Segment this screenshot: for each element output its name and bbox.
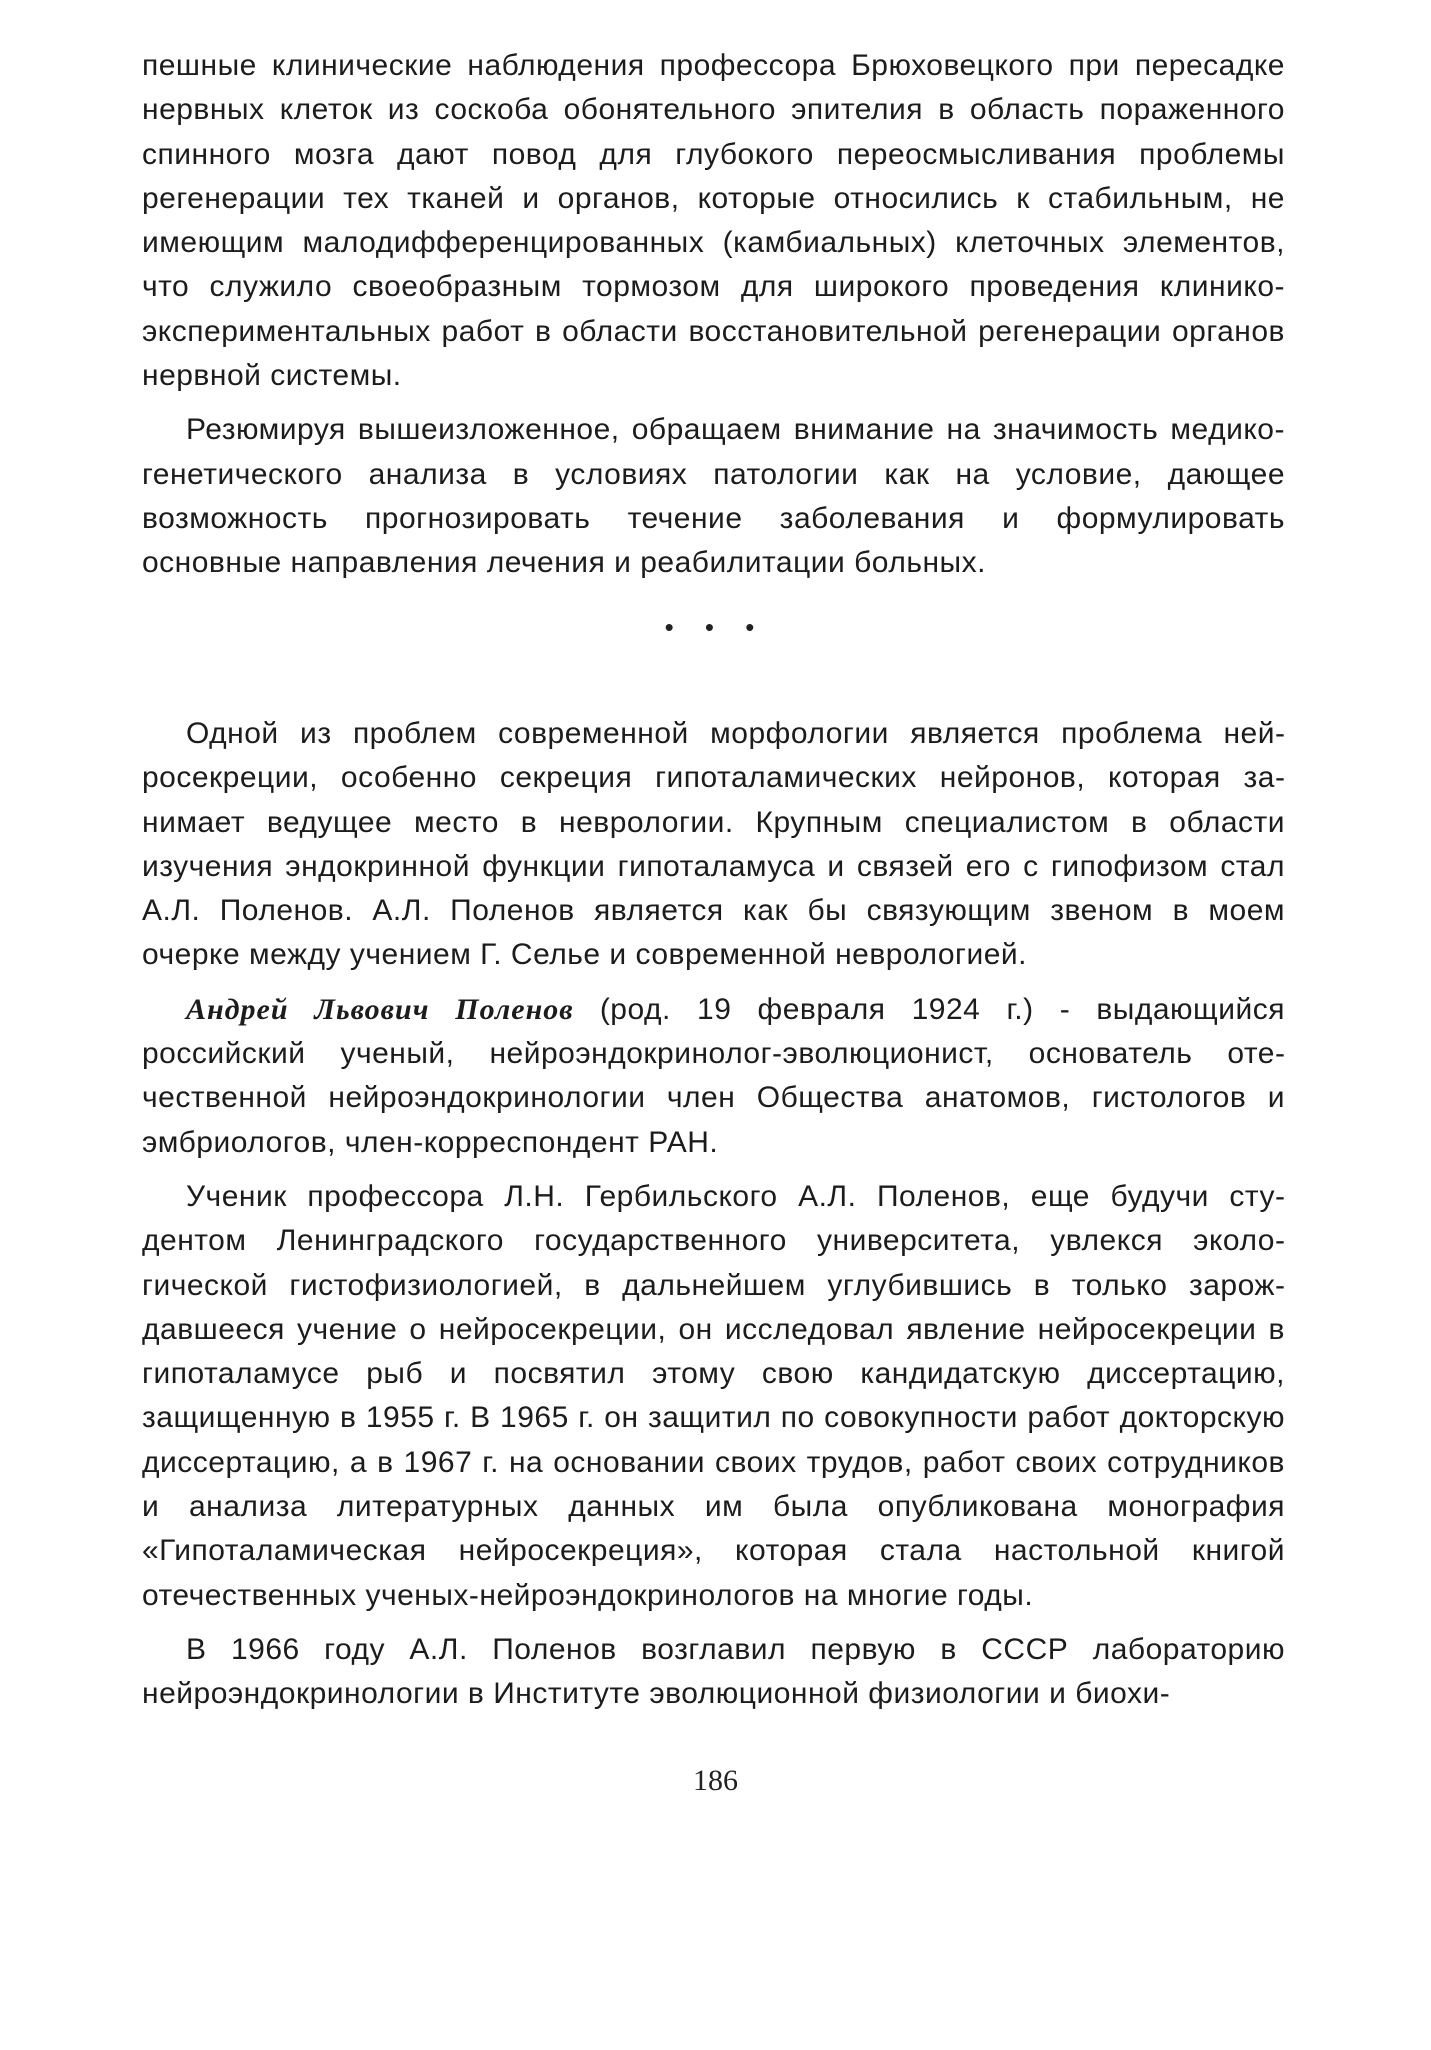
- page-number: 186: [693, 1764, 738, 1797]
- paragraph-regeneration: пешные клинические наблюдения профессора Брюховецкого при пересадке нервных клеток из соскоба обонятельного эпителия в область пораженного спинного мозга дают повод для глубокого переосмысливания проблемы регенерации тех тканей и органов, которые относились к стабильным, не имеющим малодифференцированных (камбиальных) клеточных элементов, что служило своеобразным тормозом для широкого проведения клинико-экспериментальных работ в области восстановительной регенерации органов нервной системы.: [142, 49, 1285, 393]
- bottom-text-section: [142, 712, 1285, 1717]
- paragraph-career: Ученик профессора Л.Н. Гербильского А.Л. Поленов, еще будучи студентом Ленинградского государственного университета, увлекся экологической гистофизиологией, в дальнейшем углубившись в только зарождавшееся учение о нейросекреции, он исследовал явление нейросекреции в гипоталамусе рыб и посвятил этому свою кандидатскую диссертацию, защищенную в 1955 г. В 1965 г. он защитил по совокупности работ докторскую диссертацию, а в 1967 г. на основании своих трудов, работ своих сотрудников и анализа литературных данных им была опубликована монография «Гипоталамическая нейросекреция», которая стала настольной книгой отечественных ученых-нейроэндокринологов на многие годы.: [142, 1179, 1285, 1612]
- person-name: Андрей Львович Поленов: [186, 992, 574, 1026]
- paragraph-neurosecretion: Одной из проблем современной морфологии является проблема нейросекреции, особенно секреция гипоталамических нейронов, которая занимает ведущее место в неврологии. Крупным специалистом в области изучения эндокринной функции гипоталамуса и связей его с гипофизом стал А.Л. Поленов. А.Л. Поленов является как бы связующим звеном в моем очерке между учением Г. Селье и современной неврологией.: [142, 717, 1285, 972]
- section-separator: • • •: [664, 612, 767, 642]
- paragraph-laboratory: В 1966 году А.Л. Поленов возглавил первую в СССР лабораторию нейроэндокринологии в Институте эволюционной физиологии и биохи-: [142, 1632, 1285, 1711]
- paragraph-summary: Резюмируя вышеизложенное, обращаем внимание на значимость медико-генетического анализа в условиях патологии как на условие, дающее возможность прогнозировать течение заболевания и формулировать основные направления лечения и реабилитации больных.: [142, 413, 1285, 580]
- paragraph-biography: [142, 988, 1285, 1165]
- top-text-section: [142, 44, 1285, 586]
- biography-text: (род. 19 февраля 1924 г.) - выдающийся российский ученый, нейроэндокринолог-эволюционист, основатель отечественной нейроэндокринологии член Общества анатомов, гистологов и эмбриологов, член-корреспондент РАН.: [142, 992, 1285, 1159]
